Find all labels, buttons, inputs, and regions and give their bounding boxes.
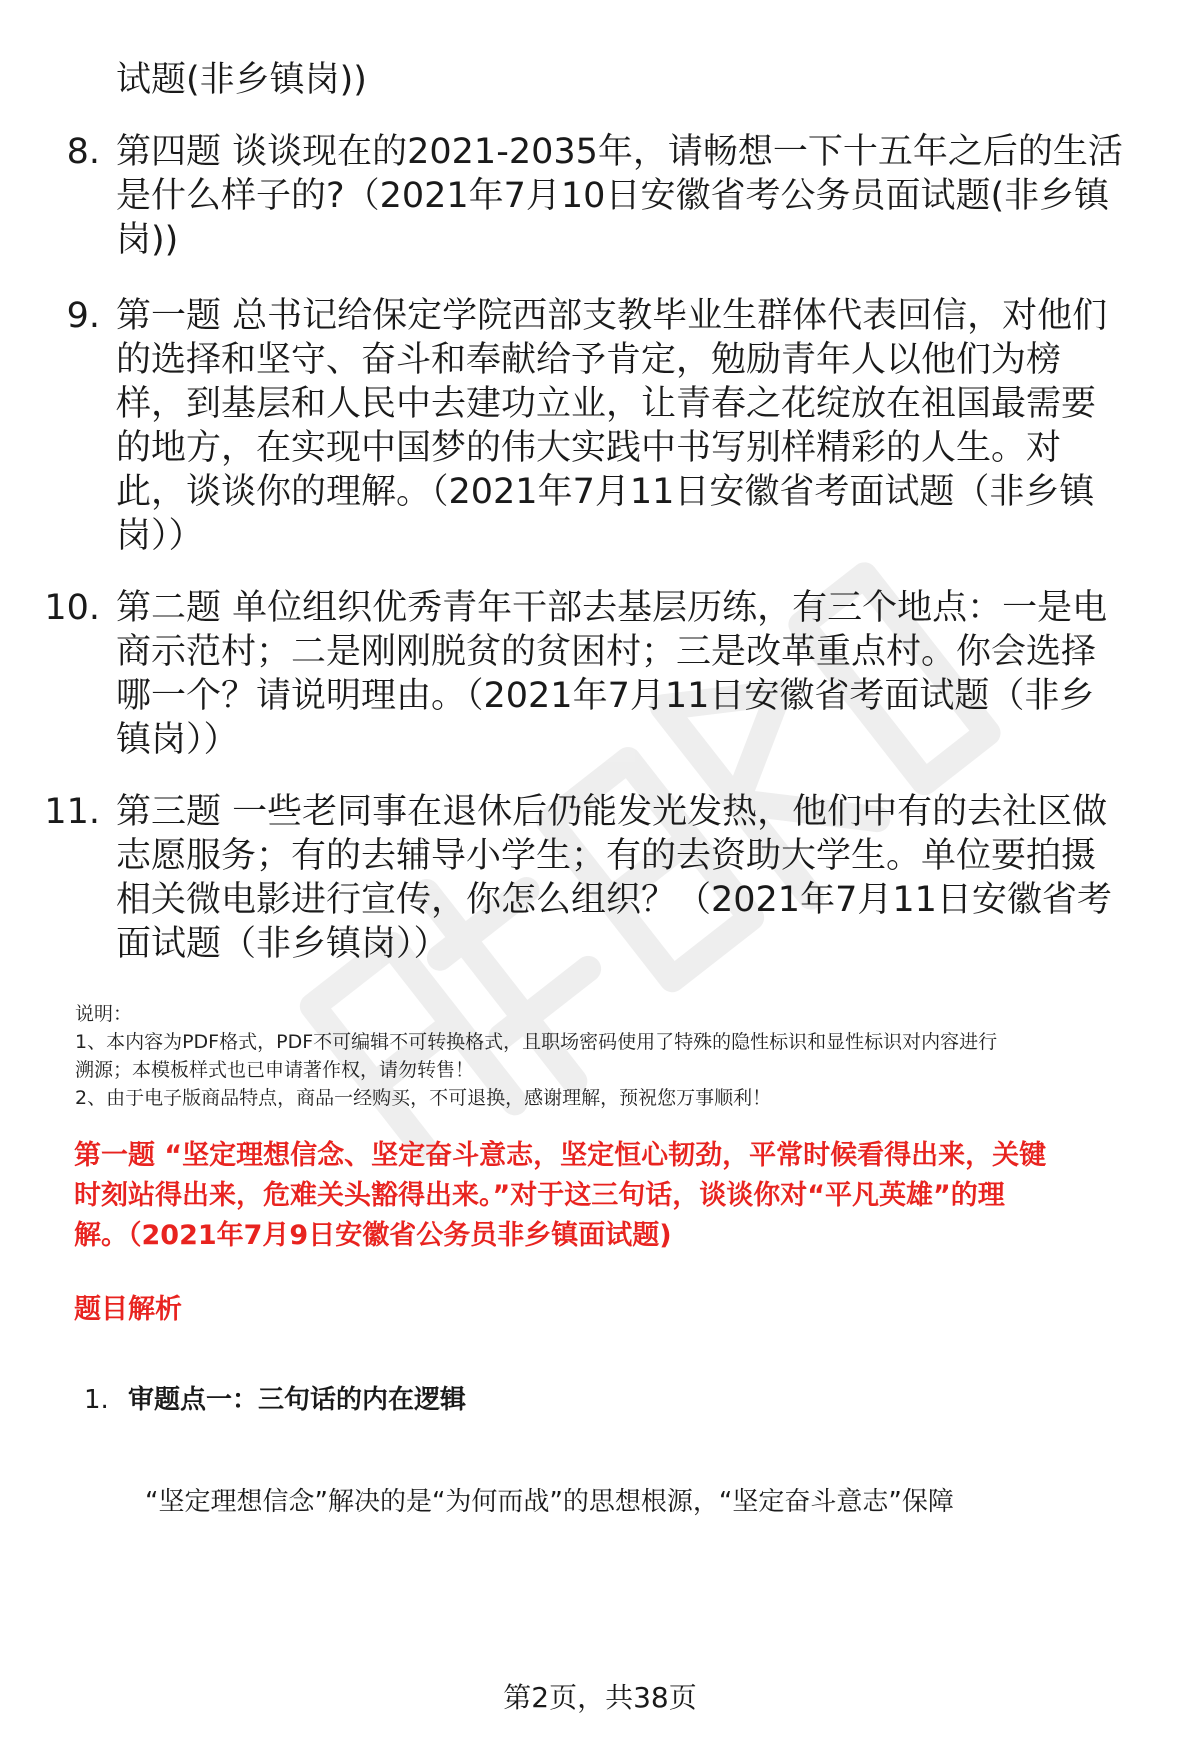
page-number-footer: 第2页，共38页	[503, 1681, 697, 1714]
question-line: 第一题 总书记给保定学院西部支教毕业生群体代表回信，对他们	[116, 296, 1108, 336]
analysis-item-number: 1.	[84, 1385, 109, 1415]
analysis-item-title: 审题点一：三句话的内在逻辑	[128, 1385, 467, 1415]
question-line: 第二题 单位组织优秀青年干部去基层历练，有三个地点：一是电	[116, 588, 1108, 628]
question-line: 哪一个？请说明理由。（2021年7月11日安徽省考面试题（非乡	[116, 676, 1095, 716]
question-line: 的地方，在实现中国梦的伟大实践中书写别样精彩的人生。对	[116, 428, 1062, 468]
question-number: 11.	[44, 792, 100, 832]
question-line: 第四题 谈谈现在的2021-2035年，请畅想一下十五年之后的生活	[116, 132, 1123, 172]
question-line: 面试题（非乡镇岗））	[116, 924, 449, 964]
question-continuation-line: 试题(非乡镇岗))	[116, 60, 367, 100]
note-heading: 说明：	[75, 1003, 133, 1025]
question-line: 此，谈谈你的理解。（2021年7月11日安徽省考面试题（非乡镇	[116, 472, 1095, 512]
analysis-paragraph: “坚定理想信念”解决的是“为何而战”的思想根源，“坚定奋斗意志”保障	[145, 1487, 954, 1517]
question-number: 10.	[44, 588, 100, 628]
question-line: 岗))	[116, 220, 179, 260]
highlight-question-line: 时刻站得出来，危难关头豁得出来。”对于这三句话，谈谈你对“平凡英雄”的理	[74, 1180, 1005, 1211]
note-line: 溯源；本模板样式也已申请著作权，请勿转售！	[75, 1059, 475, 1081]
question-line: 样，到基层和人民中去建功立业，让青春之花绽放在祖国最需要	[116, 384, 1097, 424]
question-line: 是什么样子的?（2021年7月10日安徽省考公务员面试题(非乡镇	[116, 176, 1110, 216]
question-number: 9.	[66, 296, 100, 336]
note-line: 1、本内容为PDF格式，PDF不可编辑不可转换格式，且职场密码使用了特殊的隐性标识和显性标识对内容进行	[75, 1031, 998, 1053]
question-line: 志愿服务；有的去辅导小学生；有的去资助大学生。单位要拍摄	[116, 836, 1097, 876]
question-line: 商示范村；二是刚刚脱贫的贫困村；三是改革重点村。你会选择	[116, 632, 1097, 672]
question-line: 相关微电影进行宣传，你怎么组织？（2021年7月11日安徽省考	[116, 880, 1112, 920]
question-number: 8.	[66, 132, 100, 172]
question-line: 第三题 一些老同事在退休后仍能发光发热，他们中有的去社区做	[116, 792, 1108, 832]
question-line: 镇岗））	[116, 720, 239, 760]
question-line: 岗））	[116, 516, 204, 556]
analysis-heading: 题目解析	[74, 1294, 182, 1325]
highlight-question-line: 解。（2021年7月9日安徽省公务员非乡镇面试题)	[74, 1220, 672, 1251]
note-line: 2、由于电子版商品特点，商品一经购买，不可退换，感谢理解，预祝您万事顺利！	[75, 1087, 772, 1109]
question-line: 的选择和坚守、奋斗和奉献给予肯定，勉励青年人以他们为榜	[116, 340, 1062, 380]
highlight-question-line: 第一题 “坚定理想信念、坚定奋斗意志，坚定恒心韧劲，平常时候看得出来，关键	[74, 1140, 1047, 1171]
